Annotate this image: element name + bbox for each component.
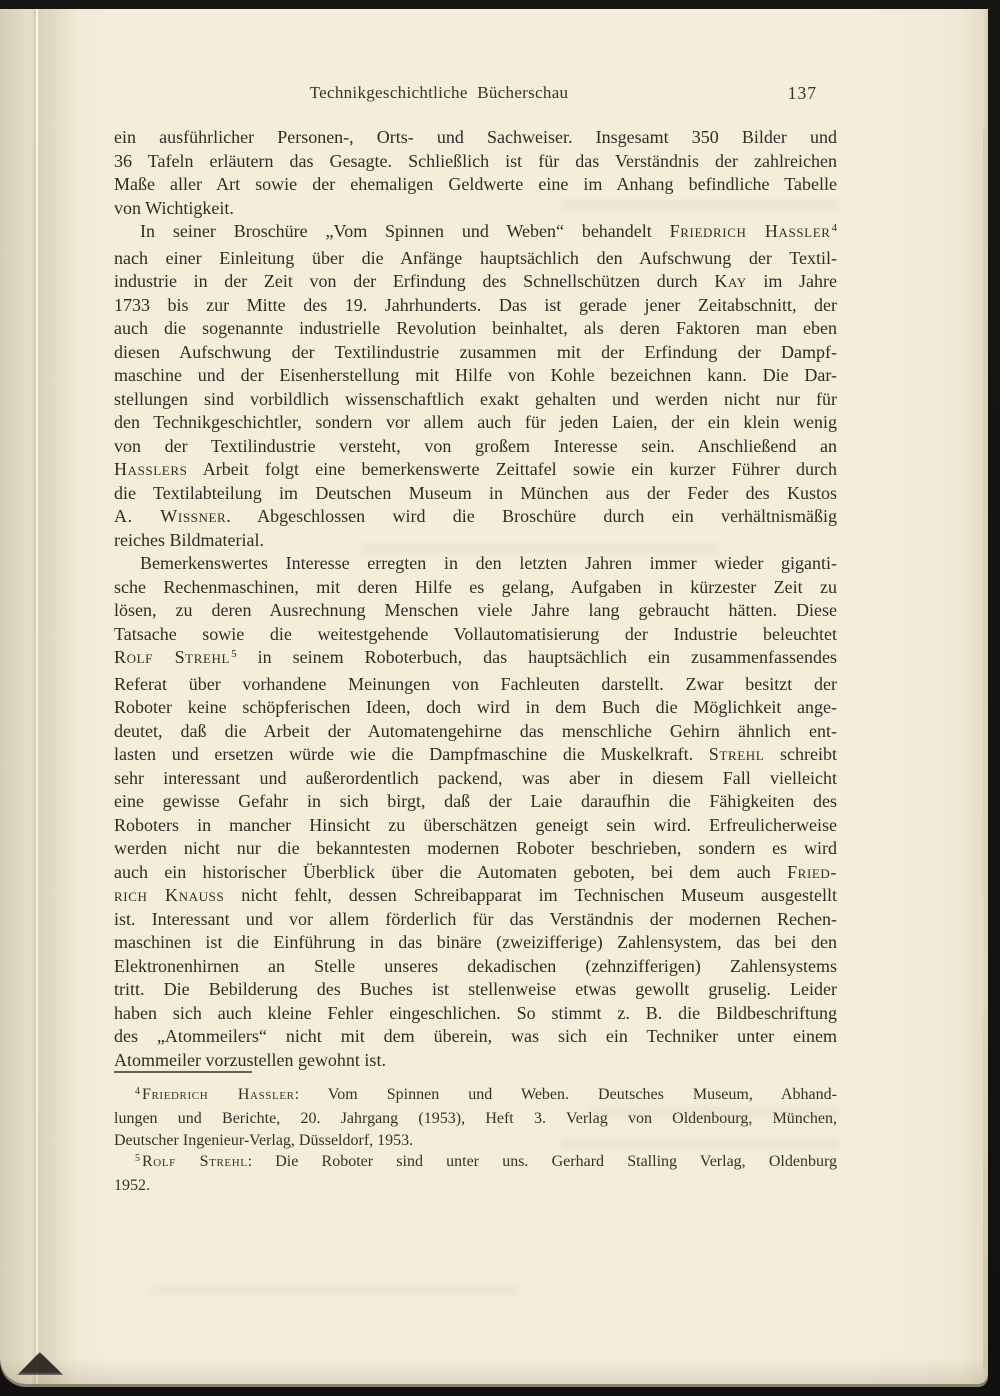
- text-line: [114, 529, 837, 553]
- text-segment: Atommeiler vorzustellen gewohnt ist.: [114, 1049, 386, 1070]
- text-line: [114, 767, 837, 791]
- text-line: [114, 317, 837, 341]
- text-segment: Tatsache sowie die weitestgehende Vollautomatisierung der Industrie beleuchtet: [114, 623, 837, 644]
- text-segment: 1733 bis zur Mitte des 19. Jahrhunderts. Das ist gerade jener Zeitabschnitt, der: [114, 294, 837, 315]
- text-line: [114, 623, 837, 647]
- text-line: [114, 1151, 837, 1175]
- text-segment: nach einer Einleitung über die Anfänge hauptsächlich den Aufschwung der Textil-: [114, 247, 837, 268]
- paragraph: [114, 126, 837, 220]
- text-line: [114, 743, 837, 767]
- text-segment: Roboter keine schöpferischen Ideen, doch wird in dem Buch die Möglichkeit ange-: [114, 697, 837, 717]
- show-through-ghost: [150, 1285, 520, 1296]
- small-caps-name: rich Knauss: [114, 885, 225, 905]
- small-caps-name: Friedrich Hassler: [142, 1086, 295, 1103]
- text-segment: diesen Aufschwung der Textilindustrie zusammen mit der Erfindung der Dampf-: [114, 341, 837, 362]
- text-line: [114, 173, 837, 197]
- footnote-marker: 4: [831, 222, 838, 234]
- footnote-block: [114, 1084, 837, 1197]
- paragraph: [114, 1084, 837, 1151]
- text-segment: werden nicht nur die bekanntesten modernen Roboter beschrieben, sondern es wird: [114, 838, 837, 858]
- text-line: [114, 908, 837, 932]
- text-segment: Deutscher Ingenieur-Verlag, Düsseldorf, 1953.: [114, 1131, 414, 1149]
- text-line: [114, 1025, 837, 1049]
- text-line: [114, 1049, 837, 1073]
- text-line: [114, 696, 837, 720]
- text-segment: schreibt: [764, 744, 837, 764]
- text-line: [114, 220, 837, 247]
- text-segment: sehr interessant und außerordentlich packend, was aber in diesem Fall vielleicht: [114, 767, 837, 788]
- text-line: [114, 1108, 837, 1130]
- text-line: [114, 884, 837, 908]
- text-line: [114, 388, 837, 412]
- text-line: [114, 720, 837, 744]
- text-segment: tritt. Die Bebilderung des Buches ist stellenweise etwas gewollt gruselig. Leider: [114, 979, 837, 999]
- small-caps-name: Hasslers: [114, 459, 188, 479]
- text-line: [114, 646, 837, 673]
- page-edge-right: [983, 129, 988, 1369]
- text-segment: Roboters in mancher Hinsicht zu überschätzen geneigt sein wird. Erfreulicherweise: [114, 814, 837, 835]
- text-line: [114, 814, 837, 838]
- text-line: [114, 197, 837, 221]
- text-line: [114, 790, 837, 814]
- text-line: [114, 576, 837, 600]
- text-line: [114, 482, 837, 506]
- text-segment: ist. Interessant und vor allem förderlich für das Verständnis der modernen Rechen-: [114, 908, 837, 929]
- gutter-crease: [36, 9, 38, 1384]
- text-line: [114, 837, 837, 861]
- text-segment: : Die Roboter sind unter uns. Gerhard Stalling Verlag, Oldenburg: [247, 1153, 838, 1171]
- text-line: [114, 673, 837, 697]
- text-segment: haben sich auch kleine Fehler eingeschlichen. So stimmt z. B. die Bildbeschriftung: [114, 1002, 837, 1023]
- text-line: [114, 150, 837, 174]
- text-line: [114, 1002, 837, 1026]
- text-line: [114, 1084, 837, 1108]
- page-number: 137: [787, 83, 817, 103]
- text-line: [114, 435, 837, 459]
- text-segment: Referat über vorhandene Meinungen von Fachleuten darstellt. Zwar besitzt der: [114, 673, 837, 694]
- text-line: [114, 458, 837, 482]
- text-segment: industrie in der Zeit von der Erfindung des Schnellschützen durch: [114, 271, 715, 291]
- text-segment: Bemerkenswertes Interesse erregten in den letzten Jahren immer wieder giganti-: [140, 553, 837, 573]
- text-line: [114, 955, 837, 979]
- text-segment: im Jahre: [746, 271, 838, 291]
- text-segment: deutet, daß die Arbeit der Automatengehirne das menschliche Gehirn ähnlich ent-: [114, 720, 837, 741]
- small-caps-name: Fried-: [787, 861, 837, 882]
- text-line: [114, 978, 837, 1002]
- paragraph: [114, 552, 837, 1072]
- paragraph: [114, 1151, 837, 1197]
- text-line: [114, 364, 837, 388]
- text-segment: Elektronenhirnen an Stelle unseres dekadischen (zehnzifferigen) Zahlensystems: [114, 955, 837, 976]
- body-text-block: [114, 126, 837, 1072]
- text-line: [114, 1175, 837, 1197]
- text-line: [114, 861, 837, 885]
- small-caps-name: Kay: [714, 271, 747, 291]
- text-segment: des „Atommeilers“ nicht mit dem überein, was sich ein Techniker unter einem: [114, 1026, 837, 1046]
- text-segment: Maße aller Art sowie der ehemaligen Geldwerte eine im Anhang befindliche Tabelle: [114, 174, 837, 194]
- text-segment: reiches Bildmaterial.: [114, 529, 264, 550]
- text-line: [114, 552, 837, 576]
- text-segment: von der Textilindustrie versteht, von großem Interesse sein. Anschließend an: [114, 435, 837, 456]
- text-line: [114, 1130, 837, 1152]
- text-line: [114, 931, 837, 955]
- footnote-marker: 4: [135, 1086, 140, 1097]
- text-line: [114, 599, 837, 623]
- text-segment: auch die sogenannte industrielle Revolution beinhaltet, als deren Faktoren man eben: [114, 318, 837, 338]
- text-line: [114, 341, 837, 365]
- small-caps-name: Friedrich Hassler: [669, 221, 831, 241]
- text-segment: maschine und der Eisenherstellung mit Hilfe von Kohle bezeichnen kann. Die Dar-: [114, 365, 837, 385]
- text-segment: : Vom Spinnen und Weben. Deutsches Museum, Abhand-: [294, 1086, 837, 1103]
- text-segment: lasten und ersetzen würde wie die Dampfmaschine die Muskelkraft.: [114, 744, 709, 764]
- text-line: [114, 411, 837, 435]
- running-title: Technikgeschichtliche Bücherschau: [309, 83, 569, 102]
- small-caps-name: Rolf Strehl: [114, 647, 231, 667]
- text-segment: ein ausführlicher Personen-, Orts- und Sachweiser. Insgesamt 350 Bilder und: [114, 127, 837, 147]
- text-segment: . Abgeschlossen wird die Broschüre durch ein verhältnismäßig: [226, 506, 838, 526]
- paragraph: [114, 220, 837, 552]
- text-segment: von Wichtigkeit.: [114, 197, 234, 218]
- gutter-shadow: [0, 9, 110, 1384]
- text-segment: In seiner Broschüre „Vom Spinnen und Weben“ behandelt: [140, 221, 670, 241]
- text-segment: den Technikgeschichtler, sondern vor allem auch für jeden Laien, der ein klein wenig: [114, 412, 837, 432]
- text-line: [114, 270, 837, 294]
- text-segment: eine gewisse Gefahr in sich birgt, daß der Laie daraufhin die Fähigkeiten des: [114, 791, 837, 811]
- text-segment: nicht fehlt, dessen Schreibapparat im Technischen Museum ausgestellt: [224, 885, 837, 905]
- text-segment: stellungen sind vorbildlich wissenschaftlich exakt gehalten und werden nicht nur für: [114, 388, 837, 409]
- small-caps-name: Strehl: [708, 744, 765, 764]
- text-segment: 1952.: [114, 1177, 150, 1195]
- text-segment: maschinen ist die Einführung in das binäre (zweizifferige) Zahlensystem, das bei den: [114, 932, 837, 952]
- text-segment: lungen und Berichte, 20. Jahrgang (1953), Heft 3. Verlag von Oldenbourg, München,: [114, 1109, 837, 1127]
- text-segment: in seinem Roboterbuch, das hauptsächlich ein zusammenfassendes: [236, 647, 837, 667]
- text-line: [114, 505, 837, 529]
- text-segment: lösen, zu deren Ausrechnung Menschen viele Jahre lang gebraucht hätten. Diese: [114, 600, 837, 620]
- text-line: [114, 294, 837, 318]
- page-bottom-shadow: [0, 1358, 988, 1384]
- small-caps-name: A. Wissner: [114, 506, 227, 526]
- text-line: [114, 247, 837, 271]
- footnote-marker: 5: [231, 648, 237, 660]
- text-segment: die Textilabteilung im Deutschen Museum in München aus der Feder des Kustos: [114, 482, 837, 503]
- text-segment: sche Rechenmaschinen, mit deren Hilfe es gelang, Aufgaben in kürzester Zeit zu: [114, 576, 837, 597]
- small-caps-name: Rolf Strehl: [142, 1153, 248, 1171]
- text-segment: Arbeit folgt eine bemerkenswerte Zeittafel sowie ein kurzer Führer durch: [187, 459, 837, 479]
- footnote-separator: [114, 1071, 252, 1073]
- footnote-marker: 5: [135, 1153, 140, 1165]
- text-segment: auch ein historischer Überblick über die Automaten geboten, bei dem auch: [114, 861, 788, 882]
- text-line: [114, 126, 837, 150]
- text-segment: 36 Tafeln erläutern das Gesagte. Schließlich ist für das Verständnis der zahlreichen: [114, 150, 837, 171]
